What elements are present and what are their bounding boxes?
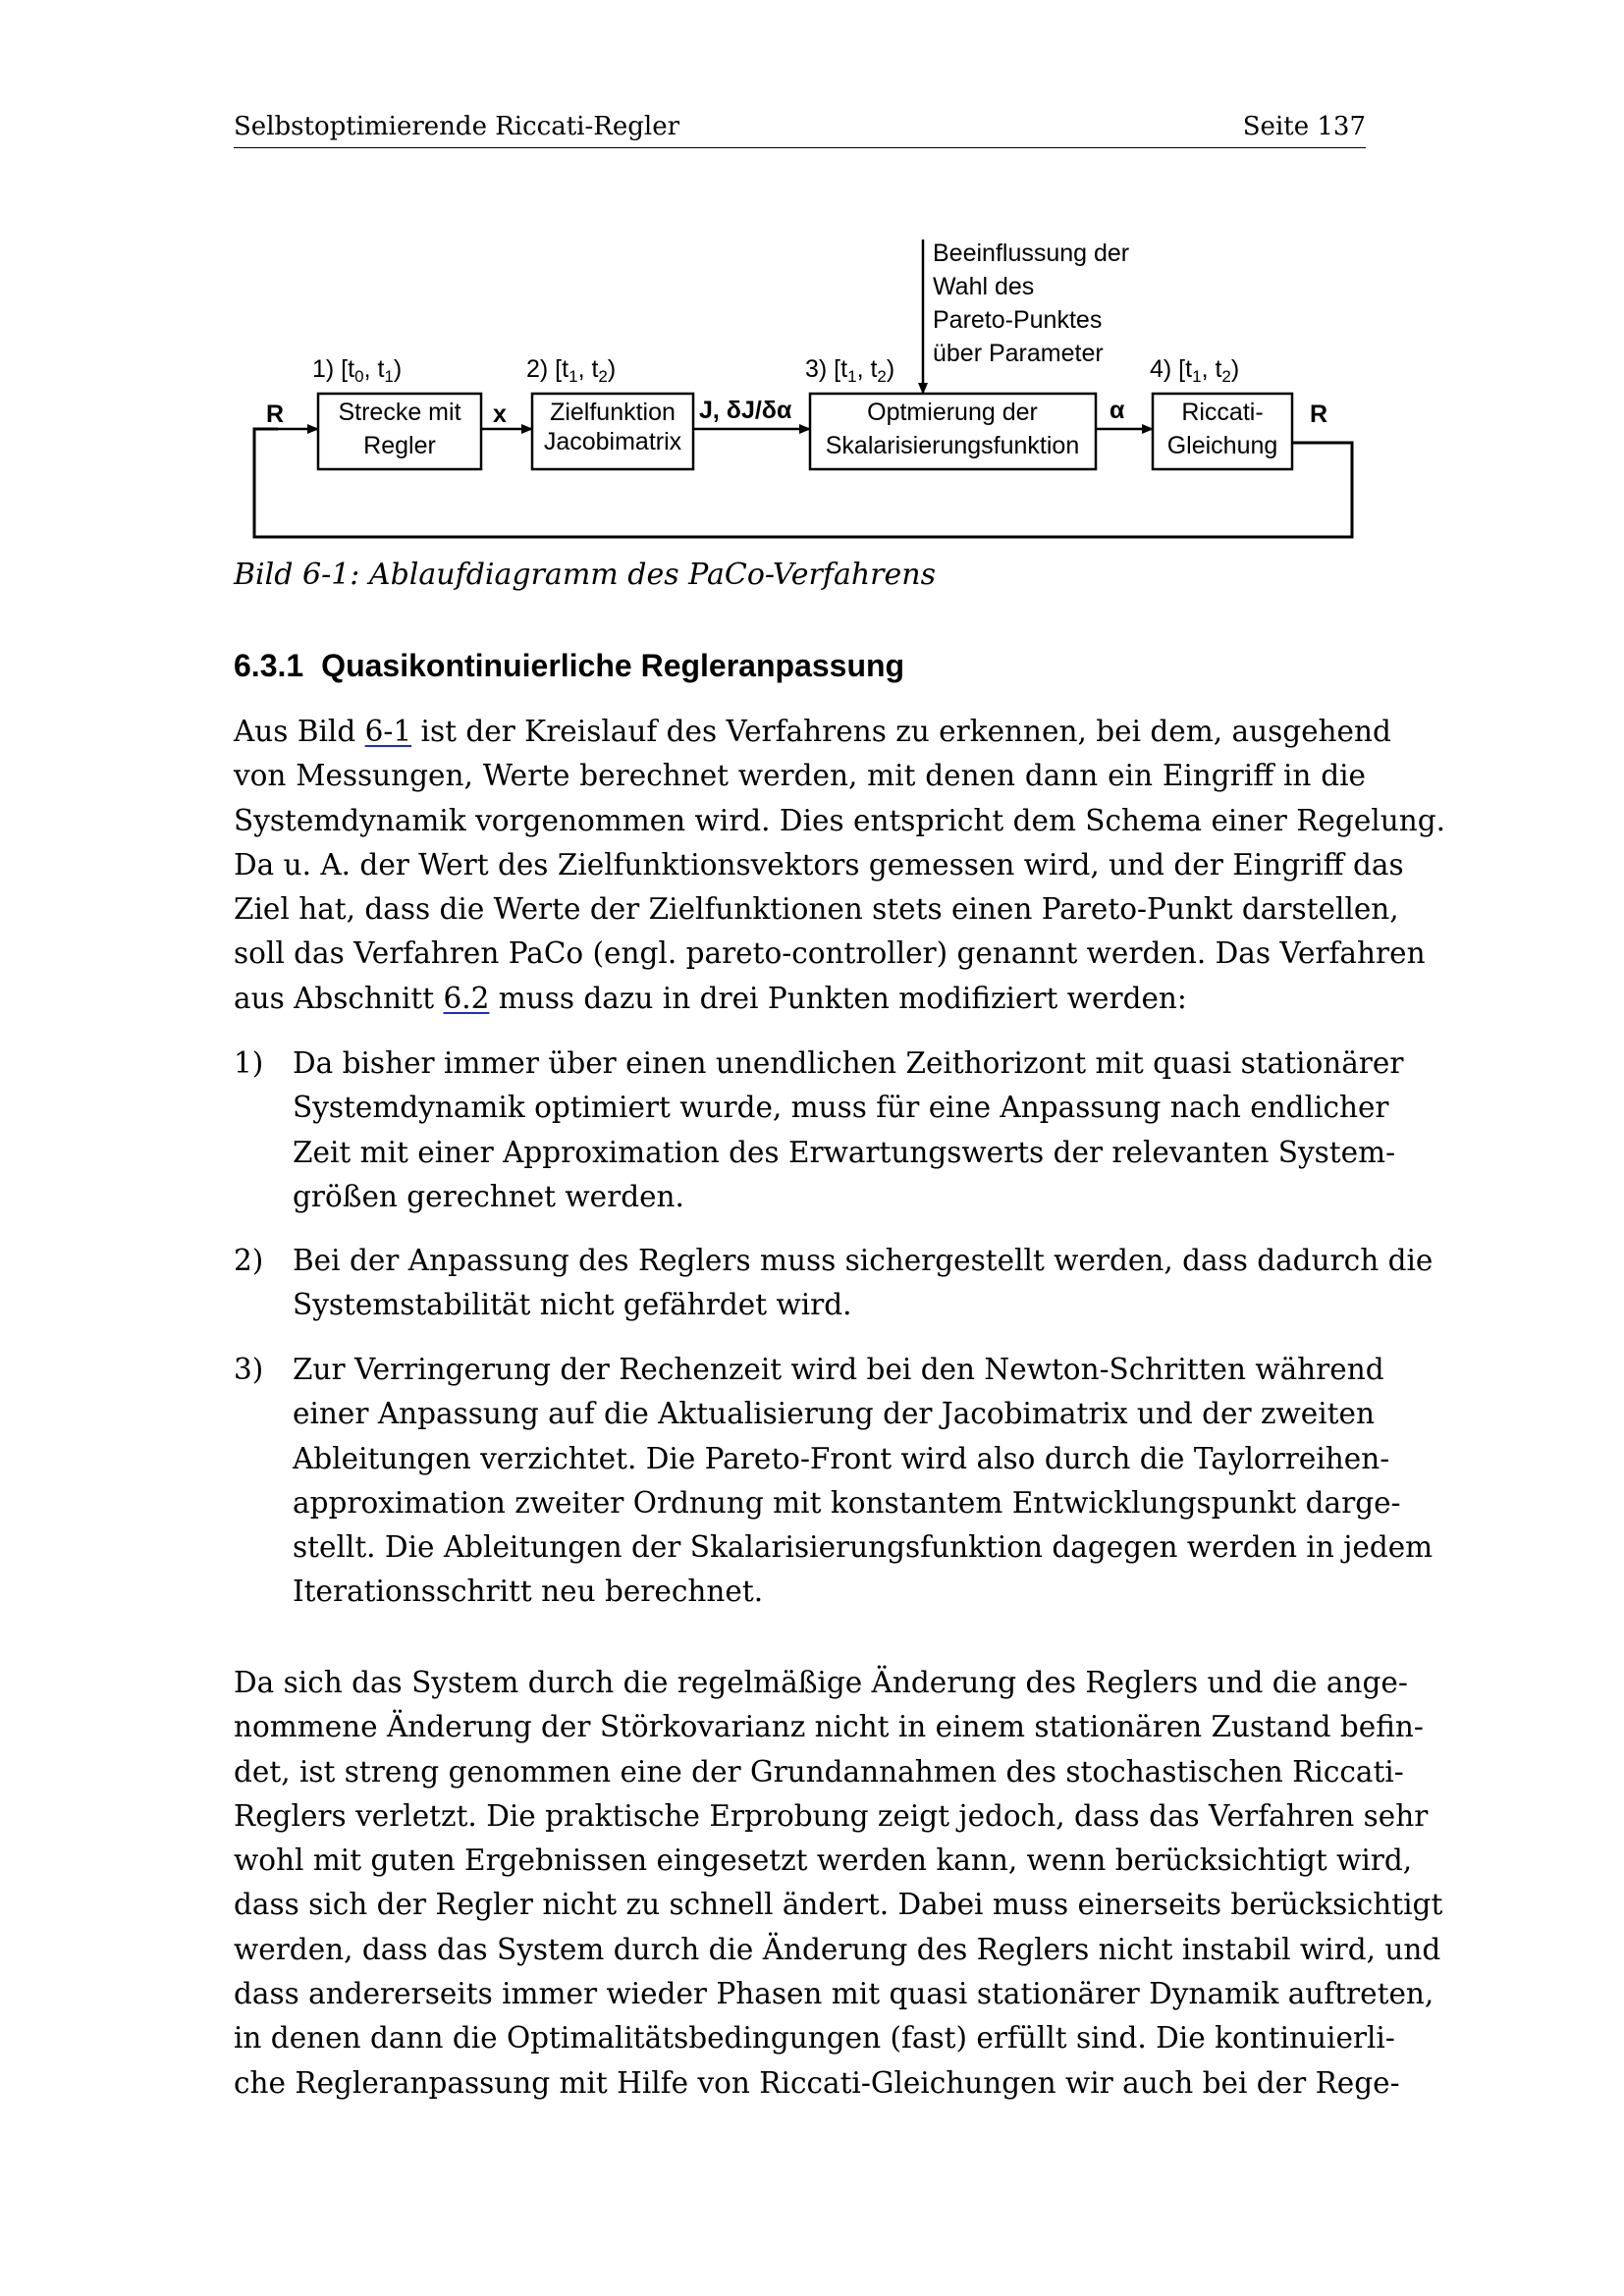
section-reference-link[interactable]: 6.2 bbox=[443, 981, 490, 1015]
paragraph-line: Aus Bild 6-1 ist der Kreislauf des Verfahrens zu erkennen, bei dem, ausgehend bbox=[234, 715, 1391, 748]
section-number: 6.3.1 bbox=[234, 648, 304, 683]
block-riccati-line1: Riccati- bbox=[1181, 399, 1264, 426]
step-label-2: 2) [$t_1$, $t_2$) bbox=[526, 355, 617, 386]
paragraph-line: dass andererseits immer wieder Phasen mit quasi stationärer Dynamik auftreten, bbox=[234, 1977, 1435, 2011]
paragraph-line: werden, dass das System durch die Änderung des Reglers nicht instabil wird, und bbox=[234, 1932, 1441, 1966]
block-strecke-line2: Regler bbox=[363, 432, 436, 459]
paragraph-line: nommene Änderung der Störkovarianz nicht in einem stationären Zustand befin- bbox=[234, 1710, 1424, 1744]
note-line-4: über Parameter bbox=[933, 340, 1104, 367]
header-title: Selbstoptimierende Riccati-Regler bbox=[234, 112, 680, 141]
signal-x: x bbox=[493, 400, 507, 428]
signal-alpha: α bbox=[1110, 397, 1125, 424]
list-marker: 3) bbox=[234, 1353, 264, 1386]
step-label-3: 3) [$t_1$, $t_2$) bbox=[805, 355, 895, 386]
paragraph-line: Ziel hat, dass die Werte der Zielfunktionen stets einen Pareto-Punkt darstellen, bbox=[234, 892, 1399, 927]
list-line: Da bisher immer über einen unendlichen Zeithorizont mit quasi stationärer bbox=[293, 1046, 1404, 1080]
paragraph-line: Reglers verletzt. Die praktische Erprobung zeigt jedoch, dass das Verfahren sehr bbox=[234, 1798, 1429, 1833]
note-line-1: Beeinflussung der bbox=[933, 240, 1130, 267]
paragraph-line: Systemdynamik vorgenommen wird. Dies entspricht dem Schema einer Regelung. bbox=[234, 803, 1445, 837]
paragraph-line: Da sich das System durch die regelmäßige Änderung des Reglers und die ange- bbox=[234, 1666, 1408, 1699]
section-title: Quasikontinuierliche Regleranpassung bbox=[321, 648, 905, 683]
header-page-number: Seite 137 bbox=[1242, 112, 1366, 141]
paragraph-line: Da u. A. der Wert des Zielfunktionsvektors gemessen wird, und der Eingriff das bbox=[234, 847, 1404, 881]
input-label: R bbox=[266, 400, 285, 428]
block-zielfunktion-line1: Zielfunktion bbox=[550, 399, 676, 426]
step-label-4: 4) [$t_1$, $t_2$) bbox=[1150, 355, 1240, 386]
block-strecke-line1: Strecke mit bbox=[338, 399, 461, 426]
list-marker: 2) bbox=[234, 1244, 264, 1277]
figure-caption: Bild 6-1: Ablaufdiagramm des PaCo-Verfahrens bbox=[234, 558, 936, 592]
section-heading bbox=[234, 648, 904, 684]
output-label: R bbox=[1310, 400, 1328, 428]
figure-reference-link[interactable]: 6-1 bbox=[364, 715, 412, 748]
block-optimierung-line2: Skalarisierungsfunktion bbox=[825, 432, 1080, 459]
list-line: Systemstabilität nicht gefährdet wird. bbox=[293, 1288, 852, 1322]
flow-diagram bbox=[0, 0, 1624, 589]
paragraph-line: in denen dann die Optimalitätsbedingungen (fast) erfüllt sind. Die kontinuierli- bbox=[234, 2021, 1395, 2056]
list-line: Bei der Anpassung des Reglers muss sichergestellt werden, dass dadurch die bbox=[293, 1244, 1434, 1277]
list-line: stellt. Die Ableitungen der Skalarisierungsfunktion dagegen werden in jedem bbox=[293, 1530, 1434, 1565]
paragraph-line: wohl mit guten Ergebnissen eingesetzt werden kann, wenn berücksichtigt wird, bbox=[234, 1843, 1413, 1878]
list-line: approximation zweiter Ordnung mit konstantem Entwicklungspunkt darge- bbox=[293, 1485, 1401, 1520]
paragraph-line: von Messungen, Werte berechnet werden, mit denen dann ein Eingriff in die bbox=[234, 759, 1366, 793]
list-line: Zeit mit einer Approximation des Erwartungswerts der relevanten System- bbox=[293, 1135, 1396, 1169]
paragraph-line: aus Abschnitt 6.2 muss dazu in drei Punkten modifiziert werden: bbox=[234, 981, 1187, 1015]
block-optimierung-line1: Optmierung der bbox=[867, 399, 1038, 426]
paragraph-line: soll das Verfahren PaCo (engl. pareto-controller) genannt werden. Das Verfahren bbox=[234, 936, 1426, 971]
note-line-3: Pareto-Punktes bbox=[933, 306, 1103, 334]
list-line: Ableitungen verzichtet. Die Pareto-Front wird also durch die Taylorreihen- bbox=[293, 1441, 1390, 1475]
block-riccati-line2: Gleichung bbox=[1166, 432, 1278, 459]
paragraph-line: che Regleranpassung mit Hilfe von Riccati-Gleichungen wir auch bei der Rege- bbox=[234, 2065, 1400, 2100]
list-line: einer Anpassung auf die Aktualisierung der Jacobimatrix und der zweiten bbox=[293, 1397, 1375, 1431]
step-label-1: 1) [$t_0$, $t_1$) bbox=[312, 355, 403, 386]
paragraph-2 bbox=[234, 1661, 1443, 2106]
list-line: Zur Verringerung der Rechenzeit wird bei den Newton-Schritten während bbox=[293, 1353, 1384, 1386]
paragraph-line: det, ist streng genommen eine der Grundannahmen des stochastischen Riccati- bbox=[234, 1754, 1404, 1789]
paragraph-line: dass sich der Regler nicht zu schnell ändert. Dabei muss einerseits berücksichtigt bbox=[234, 1888, 1443, 1922]
block-zielfunktion-line2: Jacobimatrix bbox=[543, 428, 682, 455]
list-line: Systemdynamik optimiert wurde, muss für eine Anpassung nach endlicher bbox=[293, 1091, 1389, 1125]
list-line: größen gerechnet werden. bbox=[293, 1179, 684, 1213]
paragraph-1 bbox=[234, 710, 1445, 1021]
list-marker: 1) bbox=[234, 1046, 264, 1080]
list-line: Iterationsschritt neu berechnet. bbox=[293, 1575, 764, 1609]
signal-j-label: J, δJ/δα bbox=[699, 397, 792, 424]
note-line-2: Wahl des bbox=[933, 273, 1035, 300]
